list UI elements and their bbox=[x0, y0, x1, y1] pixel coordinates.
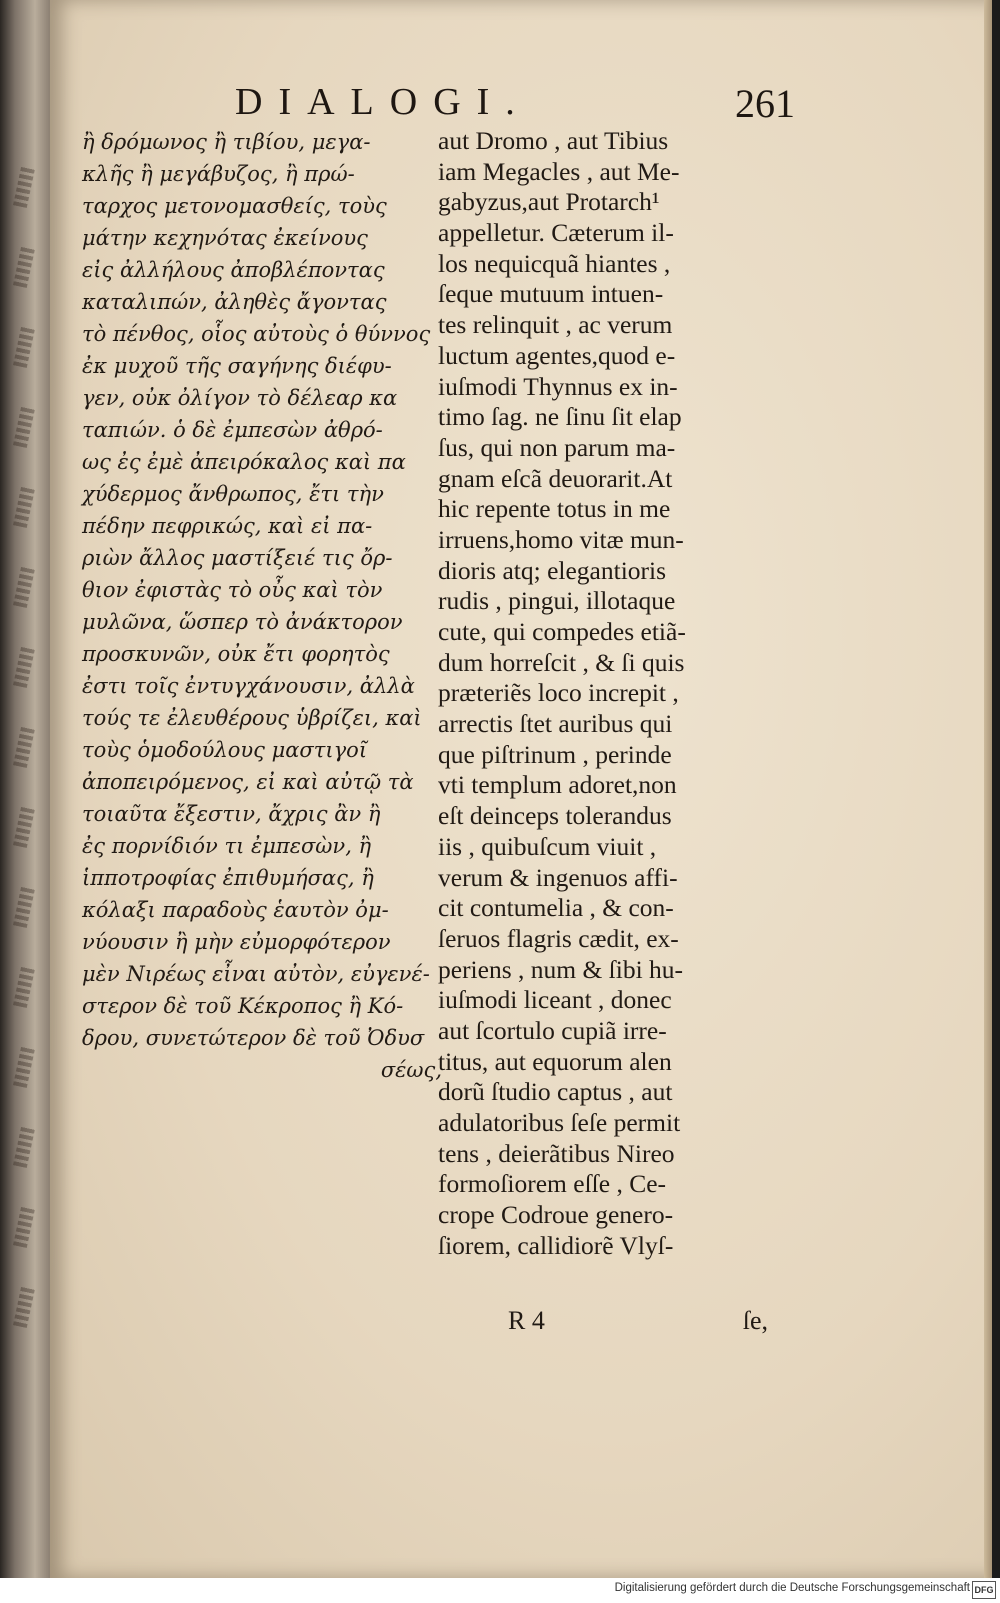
latin-line: timo ſag. ne ſinu ſit elap bbox=[438, 402, 682, 432]
greek-line: τὸ πένθος, οἷος αὐτοὺς ὁ θύννος bbox=[82, 322, 431, 346]
greek-line: θιον ἐφιστὰς τὸ οὖς καὶ τὸν bbox=[82, 578, 383, 602]
latin-line: dioris atq; elegantioris bbox=[438, 555, 667, 585]
latin-line: formoſiorem eſſe , Ce- bbox=[438, 1169, 667, 1199]
greek-line: ἱπποτροφίας ἐπιθυμήσας, ἢ bbox=[82, 866, 374, 890]
latin-line: periens , num & ſibi hu- bbox=[438, 954, 684, 984]
greek-line: καταλιπών, ἀληθὲς ἄγοντας bbox=[82, 290, 387, 314]
signature-line bbox=[508, 1306, 768, 1338]
latin-line: aut Dromo , aut Tibius bbox=[438, 126, 669, 155]
latin-line: gnam eſcã deuorarit.At bbox=[438, 463, 673, 493]
latin-line: iuſmodi liceant , donec bbox=[438, 985, 672, 1015]
greek-line: ταπιών. ὁ δὲ ἐμπεσὼν ἀθρό- bbox=[82, 418, 383, 442]
latin-line: ſeque mutuum intuen- bbox=[438, 279, 664, 309]
greek-line: ἀποπειρόμενος, εἰ καὶ αὐτῷ τὰ bbox=[82, 770, 414, 794]
greek-line: πέδην πεφρικώς, καὶ εἰ πα- bbox=[82, 514, 373, 538]
greek-line: ριὼν ἄλλος μαστίξειέ τις ὄρ- bbox=[82, 546, 393, 570]
latin-line: titus, aut equorum alen bbox=[438, 1046, 672, 1076]
greek-line: κόλαξι παραδοὺς ἑαυτὸν ὀμ- bbox=[82, 898, 389, 922]
previous-page-edge bbox=[0, 0, 50, 1603]
running-title: DIALOGI. bbox=[235, 81, 531, 123]
greek-text-column bbox=[82, 126, 482, 1086]
latin-line: iuſmodi Thynnus ex in- bbox=[438, 371, 678, 401]
latin-line: eſt deinceps tolerandus bbox=[438, 801, 672, 831]
latin-line: hic repente totus in me bbox=[438, 494, 671, 524]
digitization-footer bbox=[0, 1578, 1000, 1603]
greek-line: μὲν Νιρέως εἶναι αὐτὸν, εὐγενέ- bbox=[82, 962, 430, 986]
greek-line: χύδερμος ἄνθρωπος, ἔτι τὴν bbox=[82, 482, 384, 506]
dfg-logo-icon: DFG bbox=[972, 1581, 996, 1599]
latin-line: tens , deierãtibus Nireo bbox=[438, 1138, 675, 1168]
greek-line: ταρχος μετονομασθείς, τοὺς bbox=[82, 194, 387, 218]
latin-line: ſeruos flagris cædit, ex- bbox=[438, 923, 679, 953]
latin-line: los nequicquã hiantes , bbox=[438, 248, 671, 278]
latin-line: irruens,homo vitæ mun- bbox=[438, 524, 684, 554]
greek-line: εἰς ἀλλήλους ἀποβλέποντας bbox=[82, 258, 385, 282]
greek-line: προσκυνῶν, οὐκ ἔτι φορητὸς bbox=[82, 642, 390, 666]
greek-line: ως ἐς ἐμὲ ἀπειρόκαλος καὶ πα bbox=[82, 450, 406, 474]
latin-line: iam Megacles , aut Me- bbox=[438, 156, 680, 186]
greek-line: μάτην κεχηνότας ἐκείνους bbox=[82, 226, 368, 250]
digitization-credit: Digitalisierung gefördert durch die Deutsche Forschungsgemeinschaft bbox=[614, 1582, 970, 1594]
latin-line: arrectis ſtet auribus qui bbox=[438, 709, 673, 739]
greek-line: ἐστι τοῖς ἐντυγχάνουσιν, ἀλλὰ bbox=[82, 674, 415, 698]
latin-line: crope Codroue genero- bbox=[438, 1200, 674, 1230]
greek-line: τοὺς ὁμοδούλους μαστιγοῖ bbox=[82, 738, 368, 762]
latin-line: vti templum adoret,non bbox=[438, 770, 677, 800]
latin-line: dorũ ſtudio captus , aut bbox=[438, 1077, 673, 1107]
latin-text-column bbox=[438, 126, 818, 1261]
latin-line: cute, qui compedes etiã- bbox=[438, 617, 686, 646]
greek-line: νύουσιν ἢ μὴν εὐμορφότερον bbox=[82, 930, 391, 954]
catchword: ſe, bbox=[742, 1306, 768, 1335]
greek-line: ἐκ μυχοῦ τῆς σαγήνης διέφυ- bbox=[82, 354, 392, 378]
latin-line: que piſtrinum , perinde bbox=[438, 739, 672, 769]
latin-line: verum & ingenuos affi- bbox=[438, 862, 678, 892]
greek-line: τοιαῦτα ἔξεστιν, ἄχρις ἂν ἢ bbox=[82, 802, 381, 826]
page-edge bbox=[984, 0, 992, 1578]
latin-line: rudis , pingui, illotaque bbox=[438, 586, 676, 616]
greek-line: δρου, συνετώτερον δὲ τοῦ Ὀδυσ bbox=[82, 1026, 425, 1050]
latin-line: ſus, qui non parum ma- bbox=[438, 432, 676, 462]
latin-line: ſiorem, callidiorẽ Vlyſ- bbox=[438, 1230, 674, 1260]
latin-line: appelletur. Cæterum il- bbox=[438, 218, 674, 248]
latin-line: adulatoribus ſeſe permit bbox=[438, 1108, 681, 1137]
greek-line: κλῆς ἢ μεγάβυζος, ἢ πρώ- bbox=[82, 162, 355, 186]
latin-line: præteriẽs loco increpit , bbox=[438, 678, 679, 708]
greek-line: σέως, bbox=[380, 1058, 442, 1082]
latin-line: aut ſcortulo cupiã irre- bbox=[438, 1015, 667, 1045]
page-number: 261 bbox=[735, 81, 795, 126]
latin-line: tes relinquit , ac verum bbox=[438, 310, 673, 340]
latin-line: iis , quibuſcum viuit , bbox=[438, 831, 657, 861]
signature-mark: R 4 bbox=[508, 1306, 545, 1335]
greek-line: στερον δὲ τοῦ Κέκροπος ἢ Κό- bbox=[82, 994, 404, 1018]
greek-line: ἐς πορνίδιόν τι ἐμπεσὼν, ἢ bbox=[82, 834, 372, 858]
latin-line: dum horreſcit , & ſi quis bbox=[438, 647, 685, 677]
latin-line: cit contumelia , & con- bbox=[438, 893, 674, 923]
greek-line: τούς τε ἐλευθέρους ὑβρίζει, καὶ bbox=[82, 706, 422, 730]
latin-line: gabyzus,aut Protarch¹ bbox=[438, 187, 660, 217]
greek-line: ἢ δρόμωνος ἢ τιβίου, μεγα- bbox=[82, 130, 371, 154]
latin-line: luctum agentes,quod e- bbox=[438, 340, 676, 370]
greek-line: μυλῶνα, ὥσπερ τὸ ἀνάκτορον bbox=[82, 610, 403, 634]
greek-line: γεν, οὐκ ὀλίγον τὸ δέλεαρ κα bbox=[82, 386, 398, 410]
